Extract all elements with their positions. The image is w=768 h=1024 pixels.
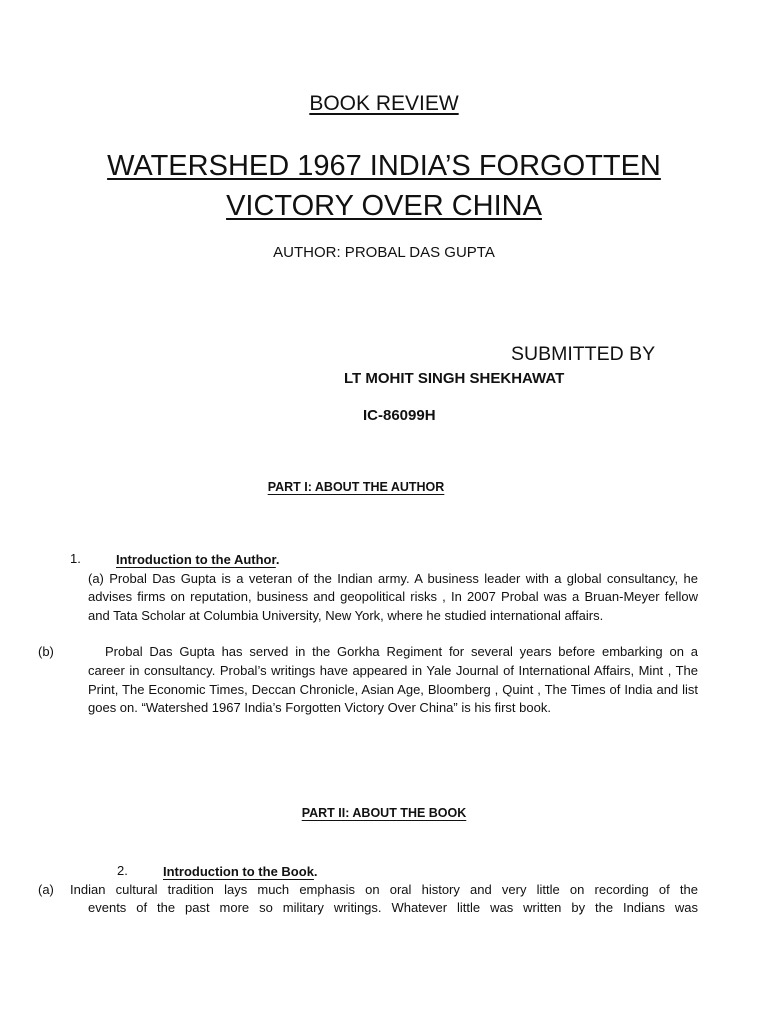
part2-paragraph-a-marker: (a) [38,882,54,897]
section1-number: 1. [70,551,81,566]
section2-number: 2. [117,863,128,878]
book-title-line-1: WATERSHED 1967 INDIA’S FORGOTTEN [107,150,661,182]
submitted-by-label: SUBMITTED BY [511,343,656,365]
part1-paragraph-b: career in consultancy. Probal’s writings have appeared in Yale Journal of International Affairs, Mint , The Print, The Economic Times, Deccan Chronicle, Asian Age, Bloomberg , Quint , The Times of India and list goes on. “Watershed 1967 India’s Forgotten Victory Over China” is his first book. [88,663,698,716]
section1-heading [116,551,279,569]
section1-title: Introduction to the Author [116,552,276,567]
section2-heading [163,863,318,881]
part2-paragraph-a: events of the past more so military writings. Whatever little was written by the Indians was [88,900,698,916]
part2-title: PART II: ABOUT THE BOOK [301,806,467,820]
part1-title: PART I: ABOUT THE AUTHOR [267,480,445,494]
part1-paragraph-a: (a) Probal Das Gupta is a veteran of the Indian army. A business leader with a global consultancy, he advises firms on reputation, business and geopolitical risks , In 2007 Probal was a Bruan-Meyer fellow and Tata Scholar at Columbia University, New York, where he studied international affairs. [88,571,698,623]
part1-paragraph-b-marker: (b) [38,644,54,659]
book-title-line-2: VICTORY OVER CHINA [226,190,542,222]
submitter-id: IC-86099H [363,407,436,424]
section2-title: Introduction to the Book [163,864,314,879]
submitter-name: LT MOHIT SINGH SHEKHAWAT [344,370,565,387]
section1-title-end: . [275,552,280,567]
part1-paragraph-b-lead: Probal Das Gupta has served in the Gorkha Regiment for several years before embarking on a [105,644,698,659]
review-heading: BOOK REVIEW [309,92,459,115]
section2-title-end: . [313,864,318,879]
part2-paragraph-a-lead: Indian cultural tradition lays much emphasis on oral history and very little on recording of the [70,882,698,897]
book-author: AUTHOR: PROBAL DAS GUPTA [273,244,495,261]
